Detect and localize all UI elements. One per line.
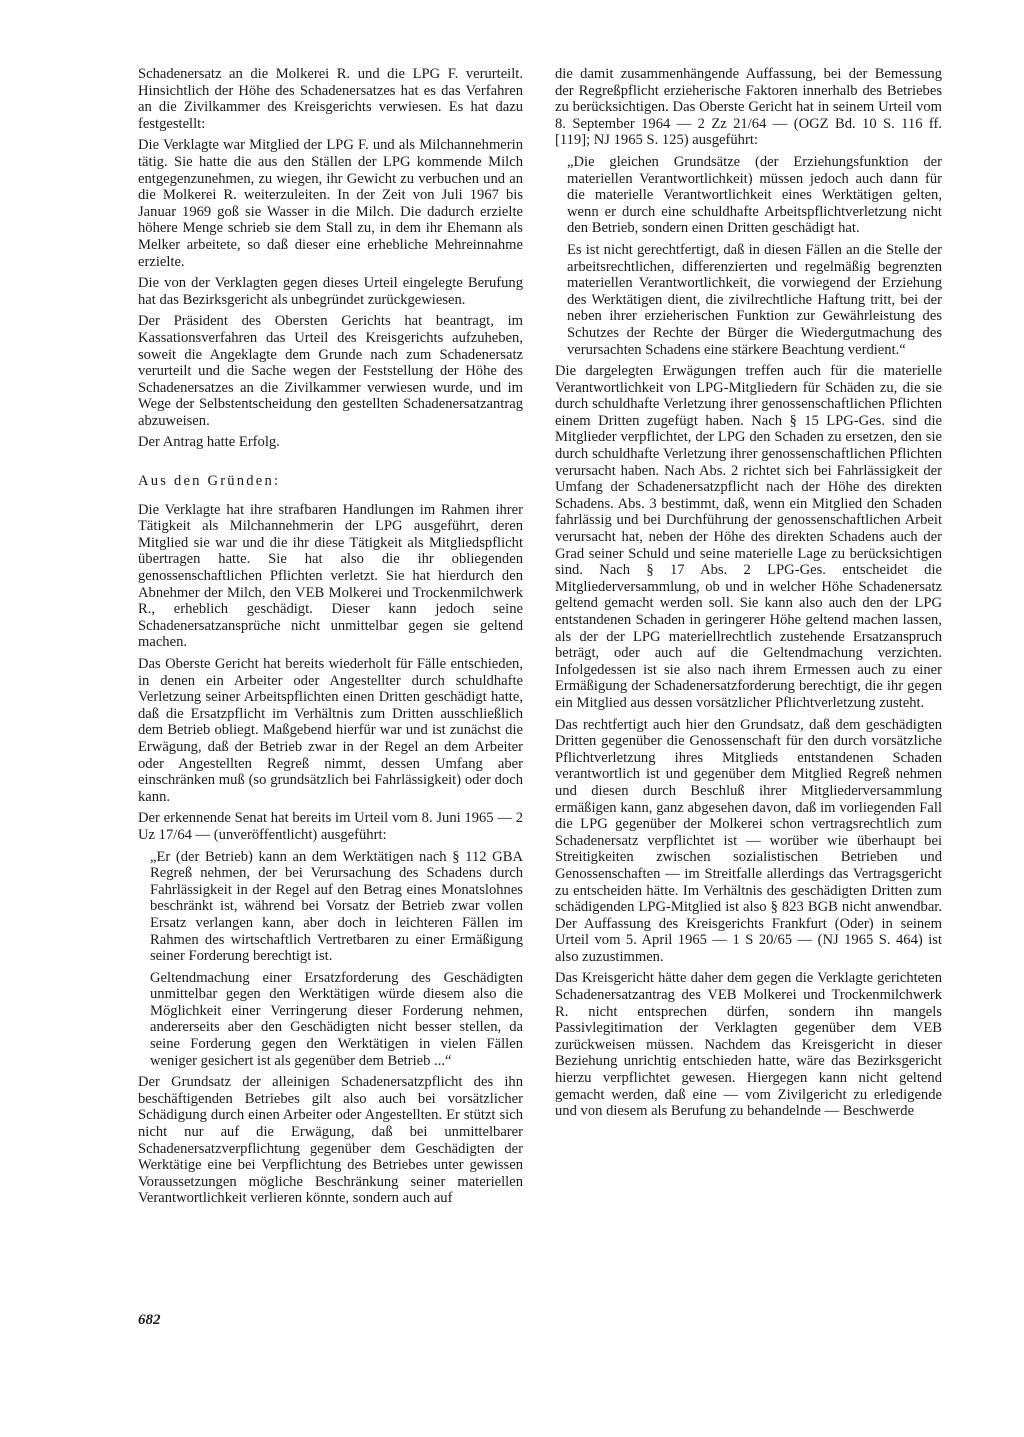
- left-column: [138, 66, 523, 1212]
- paragraph: Die Verklagte hat ihre strafbaren Handlungen im Rahmen ihrer Tätigkeit als Milchannehmerin der LPG ausgeführt, deren Mitglied sie war und die ihr diese Tätigkeit als Mitgliedspflicht übertragen hatte. Sie hat also die ihr obliegenden genossenschaftlichen Pflichten verletzt. Sie hat hierdurch den Abnehmer der Milch, den VEB Molkerei und Trockenmilchwerk R., erheblich geschädigt. Dieser kann jedoch seine Schadenersatzansprüche nicht unmittelbar gegen sie geltend machen.: [138, 501, 523, 651]
- paragraph: Die Verklagte war Mitglied der LPG F. und als Milchannehmerin tätig. Sie hatte die aus den Ställen der LPG kommende Milch entgegenzunehmen, zu wiegen, ihr Gewicht zu verbuchen und an die Molkerei R. weiterzuleiten. In der Zeit von Juli 1967 bis Januar 1969 goß sie Wasser in die Milch. Die dadurch erzielte höhere Menge schrieb sie dem Stall zu, in dem ihr Ehemann als Melker arbeitete, so daß dieser eine erhebliche Mehreinnahme erzielte.: [138, 137, 523, 270]
- block-quote: „Er (der Betrieb) kann an dem Werktätigen nach § 112 GBA Regreß nehmen, der bei Verursachung des Schadens durch Fahrlässigkeit in der Regel auf den Betrag eines Monatslohnes beschränkt ist, während bei Vorsatz der Betrieb zwar vollen Ersatz verlangen kann, aber doch in leichteren Fällen im Rahmen des wirtschaftlich Vertretbaren zu einer Ermäßigung seiner Forderung berechtigt ist.: [150, 848, 523, 965]
- paragraph: Die von der Verklagten gegen dieses Urteil eingelegte Berufung hat das Bezirksgericht als unbegründet zurückgewiesen.: [138, 275, 523, 308]
- paragraph: Der Präsident des Obersten Gerichts hat beantragt, im Kassationsverfahren das Urteil des Kreisgerichts aufzuheben, soweit die Angeklagte dem Grunde nach zum Schadenersatz verurteilt und die Sache wegen der Feststellung der Höhe des Schadenersatzes an die Zivilkammer verwiesen wurde, und im Wege der Selbstentscheidung den gestellten Schadenersatzantrag abzuweisen.: [138, 313, 523, 429]
- block-quote: Geltendmachung einer Ersatzforderung des Geschädigten unmittelbar gegen den Werktätigen würde diesem also die Möglichkeit einer Verringerung dieser Forderung nehmen, andererseits aber den Geschädigten nicht besser stellen, da seine Forderung gegen den Werktätigen in vielen Fällen weniger gesichert ist als gegenüber dem Betrieb ...“: [150, 969, 523, 1069]
- paragraph: die damit zusammenhängende Auffassung, bei der Bemessung der Regreßpflicht erzieherische Faktoren innerhalb des Betriebes zu berücksichtigen. Das Oberste Gericht hat in seinem Urteil vom 8. September 1964 — 2 Zz 21/64 — (OGZ Bd. 10 S. 116 ff. [119]; NJ 1965 S. 125) ausgeführt:: [555, 66, 942, 149]
- paragraph: Das Kreisgericht hätte daher dem gegen die Verklagte gerichteten Schadenersatzantrag des VEB Molkerei und Trockenmilchwerk R. nicht entsprechen dürfen, sondern ihn mangels Passivlegitimation der Verklagten gegenüber dem VEB zurückweisen müssen. Nachdem das Kreisgericht in dieser Beziehung unrichtig entschieden hatte, wäre das Bezirksgericht hierzu verpflichtet gewesen. Hiergegen kann nicht geltend gemacht werden, daß eine — vom Zivilgericht zu erledigende und von diesem als Berufung zu behandelnde — Beschwerde: [555, 970, 942, 1120]
- page-number: 682: [138, 1312, 161, 1328]
- right-column: [555, 66, 942, 1125]
- paragraph: Das rechtfertigt auch hier den Grundsatz, daß dem geschädigten Dritten gegenüber die Genossenschaft für den durch vorsätzliche Pflichtverletzung ihres Mitglieds entstandenen Schaden verantwortlich ist und gegenüber dem Mitglied Regreß nehmen und diesen durch Beschluß ihrer Mitgliederversammlung ermäßigen kann, ganz abgesehen davon, daß im vorliegenden Fall die LPG gegenüber der Molkerei schon vertragsrechtlich zum Schadenersatz verpflichtet ist — worüber wie überhaupt bei Streitigkeiten zwischen sozialistischen Betrieben und Genossenschaften — im Streitfalle allerdings das Vertragsgericht zu entscheiden hätte. Im Verhältnis des geschädigten Dritten zum schädigenden LPG-Mitglied ist also § 823 BGB nicht anwendbar. Der Auffassung des Kreisgerichts Frankfurt (Oder) in seinem Urteil vom 5. April 1965 — 1 S 20/65 — (NJ 1965 S. 464) ist also zuzustimmen.: [555, 716, 942, 965]
- block-quote: „Die gleichen Grundsätze (der Erziehungsfunktion der materiellen Verantwortlichkeit) müssen jedoch auch dann für die materielle Verantwortlichkeit eines Werktätigen gelten, wenn er durch eine schuldhafte Arbeitspflichtverletzung nicht den Betrieb, sondern einen Dritten geschädigt hat.: [567, 153, 942, 237]
- paragraph: Der Antrag hatte Erfolg.: [138, 434, 280, 451]
- paragraph: Der Grundsatz der alleinigen Schadenersatzpflicht des ihn beschäftigenden Betriebes gilt also auch bei vorsätzlicher Schädigung durch einen Arbeiter oder Angestellten. Er stützt sich nicht nur auf die Erwägung, daß bei unmittelbarer Schadenersatzverpflichtung gegenüber dem Geschädigten der Werktätige eine bei Verpflichtung des Betriebes unter gewissen Voraussetzungen mögliche Beschränkung seiner materiellen Verantwortlichkeit verlieren könnte, sondern auch auf: [138, 1074, 523, 1207]
- paragraph: Der erkennende Senat hat bereits im Urteil vom 8. Juni 1965 — 2 Uz 17/64 — (unveröffentlicht) ausgeführt:: [138, 810, 523, 843]
- paragraph: Das Oberste Gericht hat bereits wiederholt für Fälle entschieden, in denen ein Arbeiter oder Angestellter durch schuldhafte Verletzung seiner Arbeitspflichten einen Dritten geschädigt hatte, daß die Ersatzpflicht im Verhältnis zum Dritten ausschließlich dem Betrieb obliegt. Maßgebend hierfür war und ist zunächst die Erwägung, daß der Betrieb zwar in der Regel an dem Arbeiter oder Angestellten Regreß nimmt, dessen Umfang aber einschränken muß (so grundsätzlich bei Fahrlässigkeit) oder doch kann.: [138, 656, 523, 805]
- paragraph: Die dargelegten Erwägungen treffen auch für die materielle Verantwortlichkeit von LPG-Mitgliedern für Schäden zu, die sie durch schuldhafte Verletzung ihrer genossenschaftlichen Pflichten einem Dritten zugefügt haben. Nach § 15 LPG-Ges. sind die Mitglieder verpflichtet, der LPG den Schaden zu ersetzen, den sie durch schuldhafte Verletzung ihrer genossenschaftlichen Pflichten verursacht haben. Nach Abs. 2 richtet sich bei Fahrlässigkeit der Umfang der Schadenersatzpflicht nach der Höhe des direkten Schadens. Abs. 3 bestimmt, daß, wenn ein Mitglied den Schaden fahrlässig und bei Durchführung der genossenschaftlichen Arbeit verursacht hat, neben der Höhe des direkten Schadens auch der Grad seiner Schuld und seine materielle Lage zu berücksichtigen sind. Nach § 17 Abs. 2 LPG-Ges. entscheidet die Mitgliederversammlung, ob und in welcher Höhe Schadenersatz geltend gemacht werden soll. Sie kann also auch den der LPG entstandenen Schaden in geringerer Höhe geltend machen lassen, als der der LPG materiellrechtlich zustehende Ersatzanspruch beträgt, oder auch auf die Geltendmachung verzichten. Infolgedessen ist sie also nach ihrem Ermessen auch zu einer Ermäßigung der Schadenersatzforderung berechtigt, die ihr gegen ein Mitglied aus dessen vorsätzlicher Pflichtverletzung zusteht.: [555, 363, 942, 711]
- section-heading: Aus den Gründen:: [138, 473, 281, 490]
- paragraph: Schadenersatz an die Molkerei R. und die LPG F. verurteilt. Hinsichtlich der Höhe des Schadenersatzes hat es das Verfahren an die Zivilkammer des Kreisgerichts verwiesen. Es hat dazu festgestellt:: [138, 66, 523, 132]
- block-quote: Es ist nicht gerechtfertigt, daß in diesen Fällen an die Stelle der arbeitsrechtlichen, differenzierten und regelmäßig begrenzten materiellen Verantwortlichkeit, die vorwiegend der Erziehung des Werktätigen dient, die zivilrechtliche Haftung tritt, bei der neben ihrer erzieherischen Funktion zur Gewährleistung des Schutzes der Rechte der Bürger die Wiedergutmachung des verursachten Schadens eine stärkere Beachtung verdient.“: [567, 241, 942, 358]
